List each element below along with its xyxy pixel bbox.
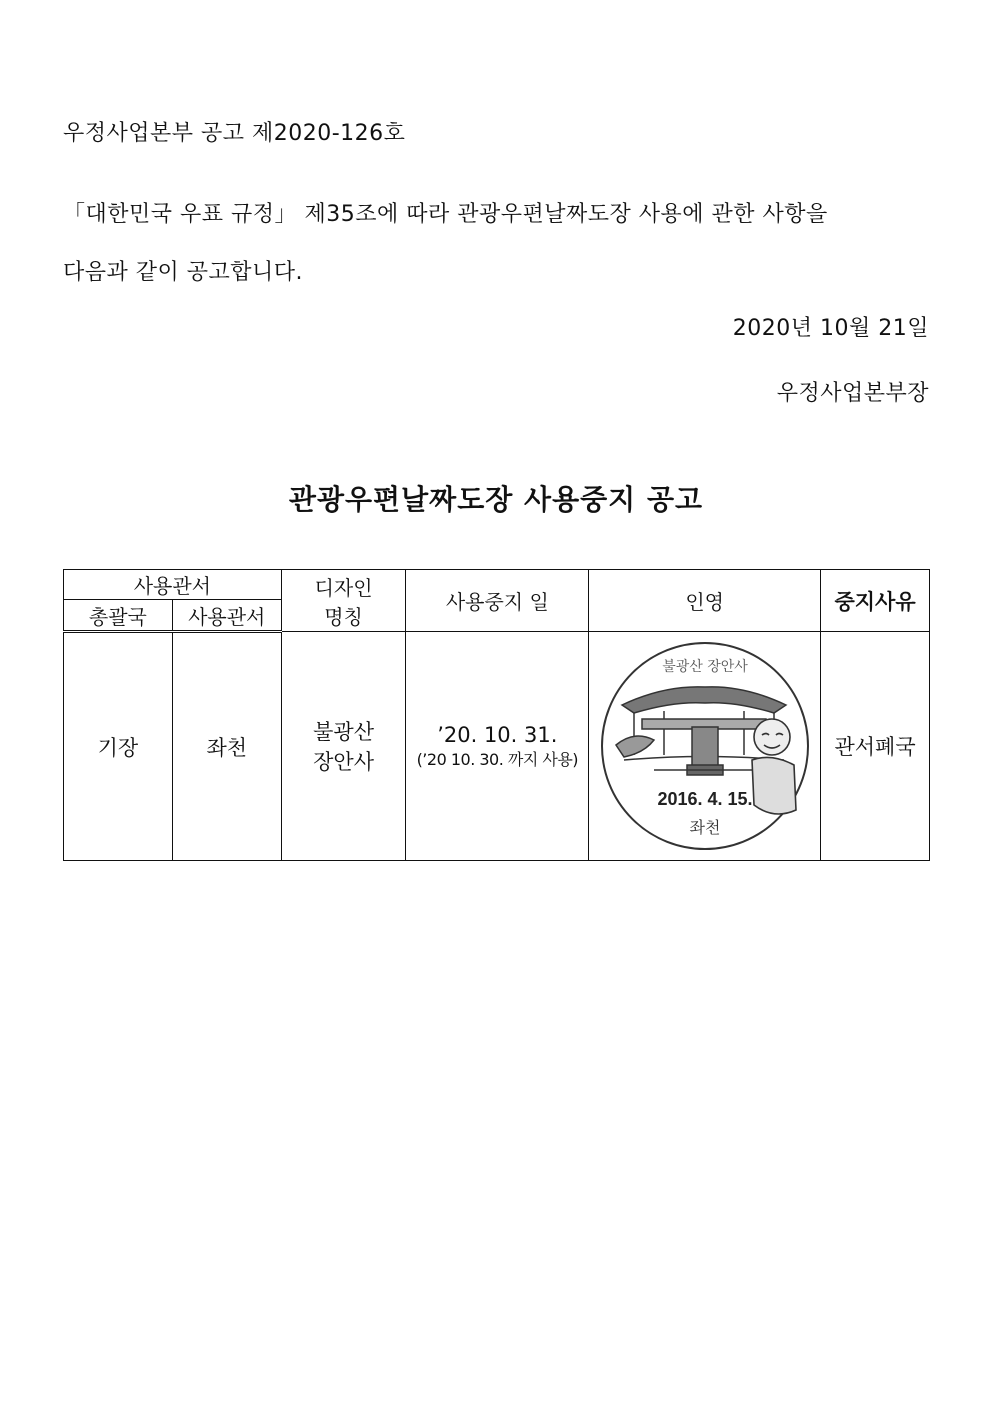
notice-body-line-2: 다음과 같이 공고합니다. [63,260,304,285]
buddha-figure [752,719,796,814]
notice-issuer: 우정사업본부장 [776,381,929,406]
notice-number: 우정사업본부 공고 제2020-126호 [63,121,406,146]
stamp-office-text: 좌천 [689,818,721,837]
page-title: 관광우편날짜도장 사용중지 공고 [288,483,704,516]
cell-impression [589,632,821,861]
cell-stop-date [406,632,589,861]
header-design-name-line1: 디자인 [314,575,373,600]
stamp-date-text: 2016. 4. 15. [657,789,753,809]
notice-date: 2020년 10월 21일 [732,316,929,341]
cell-design-name [281,632,406,861]
cell-design-line1: 불광산 [313,720,374,744]
header-head-office: 총괄국 [64,600,173,632]
notice-body-line-1: 「대한민국 우표 규정」 제35조에 따라 관광우편날짜도장 사용에 관한 사항을 [63,202,828,227]
header-stop-date: 사용중지 일 [406,570,589,632]
cell-head-office: 기장 [64,632,173,861]
postmark-stamp [594,635,816,857]
header-office-group: 사용관서 [64,570,282,600]
header-reason: 중지사유 [821,570,930,632]
stamp-top-text: 불광산 장안사 [661,659,748,675]
cell-reason: 관서폐국 [821,632,930,861]
cell-stop-date-value: ’20. 10. 31. [437,722,558,747]
header-design-name [281,570,406,632]
cell-using-office: 좌천 [172,632,281,861]
cell-design-line2: 장안사 [313,750,374,774]
suspension-table [63,569,930,861]
header-impression: 인영 [589,570,821,632]
table-row [64,632,930,861]
header-design-name-line2: 명칭 [324,604,363,629]
header-using-office: 사용관서 [172,600,281,632]
cell-stop-date-note: (’20 10. 30. 까지 사용) [416,749,579,769]
